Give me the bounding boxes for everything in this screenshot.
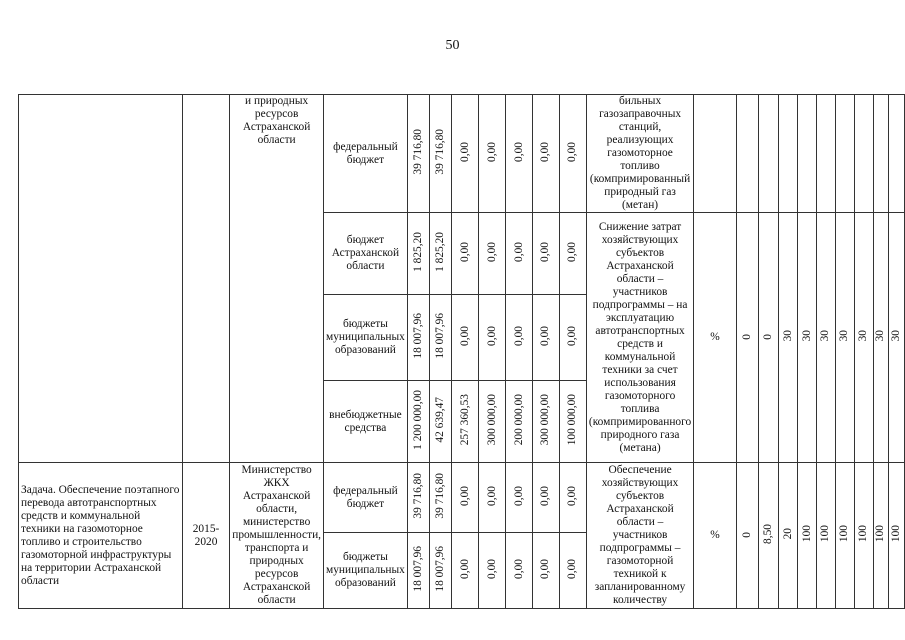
amount-cell: 0,00 bbox=[559, 213, 586, 295]
target-cell: 0 bbox=[736, 213, 758, 463]
amount-cell: 0,00 bbox=[506, 95, 533, 213]
amount-cell: 0,00 bbox=[559, 95, 586, 213]
target-cell: 100 bbox=[854, 463, 873, 609]
amount-cell: 0,00 bbox=[532, 463, 559, 533]
amount-cell: 0,00 bbox=[559, 295, 586, 381]
target-cell bbox=[854, 95, 873, 213]
target-cell bbox=[817, 95, 836, 213]
amount-cell: 39 716,80 bbox=[429, 95, 451, 213]
target-cell: 0 bbox=[758, 213, 778, 463]
target-cell: 0 bbox=[736, 463, 758, 609]
amount-cell: 1 200 000,00 bbox=[407, 381, 429, 463]
amount-cell: 100 000,00 bbox=[559, 381, 586, 463]
amount-cell: 0,00 bbox=[506, 463, 533, 533]
table-row bbox=[19, 463, 905, 533]
amount-cell: 0,00 bbox=[559, 533, 586, 609]
target-cell: 30 bbox=[854, 213, 873, 463]
target-cell: 8,50 bbox=[758, 463, 778, 609]
amount-cell: 39 716,80 bbox=[429, 463, 451, 533]
target-cell: 30 bbox=[779, 213, 798, 463]
unit-cell bbox=[694, 95, 737, 213]
funding-source-cell: бюджет Астраханской области bbox=[324, 213, 408, 295]
target-cell: 100 bbox=[817, 463, 836, 609]
amount-cell: 1 825,20 bbox=[407, 213, 429, 295]
amount-cell: 0,00 bbox=[506, 213, 533, 295]
indicator-cell: Обеспечение хозяйствующих субъектов Астраханской области – участников подпрограммы – газомоторной техникой к запланированному количеству bbox=[586, 463, 693, 609]
target-cell bbox=[889, 95, 905, 213]
target-cell bbox=[873, 95, 889, 213]
amount-cell: 0,00 bbox=[479, 533, 506, 609]
executor-cell: и природных ресурсов Астраханской области bbox=[230, 95, 324, 463]
target-cell bbox=[835, 95, 854, 213]
amount-cell: 0,00 bbox=[479, 295, 506, 381]
funding-source-cell: федеральный бюджет bbox=[324, 463, 408, 533]
funding-source-cell: федеральный бюджет bbox=[324, 95, 408, 213]
target-cell bbox=[779, 95, 798, 213]
page-number: 50 bbox=[445, 38, 460, 53]
amount-cell: 0,00 bbox=[532, 533, 559, 609]
target-cell: 30 bbox=[817, 213, 836, 463]
amount-cell: 0,00 bbox=[452, 295, 479, 381]
target-cell: 30 bbox=[873, 213, 889, 463]
amount-cell: 0,00 bbox=[452, 213, 479, 295]
amount-cell: 18 007,96 bbox=[407, 295, 429, 381]
amount-cell: 0,00 bbox=[506, 533, 533, 609]
table-row bbox=[19, 95, 905, 213]
target-cell bbox=[758, 95, 778, 213]
amount-cell: 0,00 bbox=[532, 295, 559, 381]
amount-cell: 18 007,96 bbox=[429, 533, 451, 609]
amount-cell: 0,00 bbox=[532, 213, 559, 295]
amount-cell: 0,00 bbox=[506, 295, 533, 381]
amount-cell: 42 639,47 bbox=[429, 381, 451, 463]
amount-cell: 0,00 bbox=[479, 95, 506, 213]
amount-cell: 18 007,96 bbox=[407, 533, 429, 609]
amount-cell: 0,00 bbox=[532, 95, 559, 213]
target-cell bbox=[798, 95, 817, 213]
amount-cell: 0,00 bbox=[452, 95, 479, 213]
target-cell: 100 bbox=[835, 463, 854, 609]
executor-cell: Министерство ЖКХ Астраханской области, министерство промышленности, транспорта и природных ресурсов Астраханской области bbox=[230, 463, 324, 609]
amount-cell: 300 000,00 bbox=[479, 381, 506, 463]
amount-cell: 257 360,53 bbox=[452, 381, 479, 463]
amount-cell: 1 825,20 bbox=[429, 213, 451, 295]
unit-cell: % bbox=[694, 463, 737, 609]
amount-cell: 300 000,00 bbox=[532, 381, 559, 463]
unit-cell: % bbox=[694, 213, 737, 463]
amount-cell: 0,00 bbox=[452, 463, 479, 533]
period-cell: 2015-2020 bbox=[182, 463, 229, 609]
amount-cell: 39 716,80 bbox=[407, 463, 429, 533]
target-cell: 100 bbox=[873, 463, 889, 609]
amount-cell: 0,00 bbox=[559, 463, 586, 533]
amount-cell: 0,00 bbox=[452, 533, 479, 609]
indicator-cell: Снижение затрат хозяйствующих субъектов Астраханской области – участников подпрограммы – на эксплуатацию автотранспортных средств и коммунальной техники за счет использования газомоторного топлива (компримированного природного газа (метана) bbox=[586, 213, 693, 463]
indicator-top-cell: бильных газозаправочных станций, реализующих газомоторное топливо (компримированный природный газ (метан) bbox=[586, 95, 693, 213]
amount-cell: 200 000,00 bbox=[506, 381, 533, 463]
amount-cell: 18 007,96 bbox=[429, 295, 451, 381]
amount-cell: 0,00 bbox=[479, 463, 506, 533]
target-cell: 100 bbox=[889, 463, 905, 609]
task-cell: Задача. Обеспечение поэтапного перевода автотранспортных средств и коммунальной техники на газомоторное топливо и строительство газомоторной инфраструктуры на территории Астраханской области bbox=[19, 463, 183, 609]
program-table bbox=[18, 94, 905, 609]
target-cell: 30 bbox=[798, 213, 817, 463]
target-cell: 30 bbox=[889, 213, 905, 463]
target-cell bbox=[736, 95, 758, 213]
amount-cell: 39 716,80 bbox=[407, 95, 429, 213]
target-cell: 30 bbox=[835, 213, 854, 463]
funding-source-cell: бюджеты муниципальных образований bbox=[324, 295, 408, 381]
target-cell: 100 bbox=[798, 463, 817, 609]
target-cell: 20 bbox=[779, 463, 798, 609]
funding-source-cell: внебюджетные средства bbox=[324, 381, 408, 463]
period-cell bbox=[182, 95, 229, 463]
amount-cell: 0,00 bbox=[479, 213, 506, 295]
funding-source-cell: бюджеты муниципальных образований bbox=[324, 533, 408, 609]
task-cell bbox=[19, 95, 183, 463]
